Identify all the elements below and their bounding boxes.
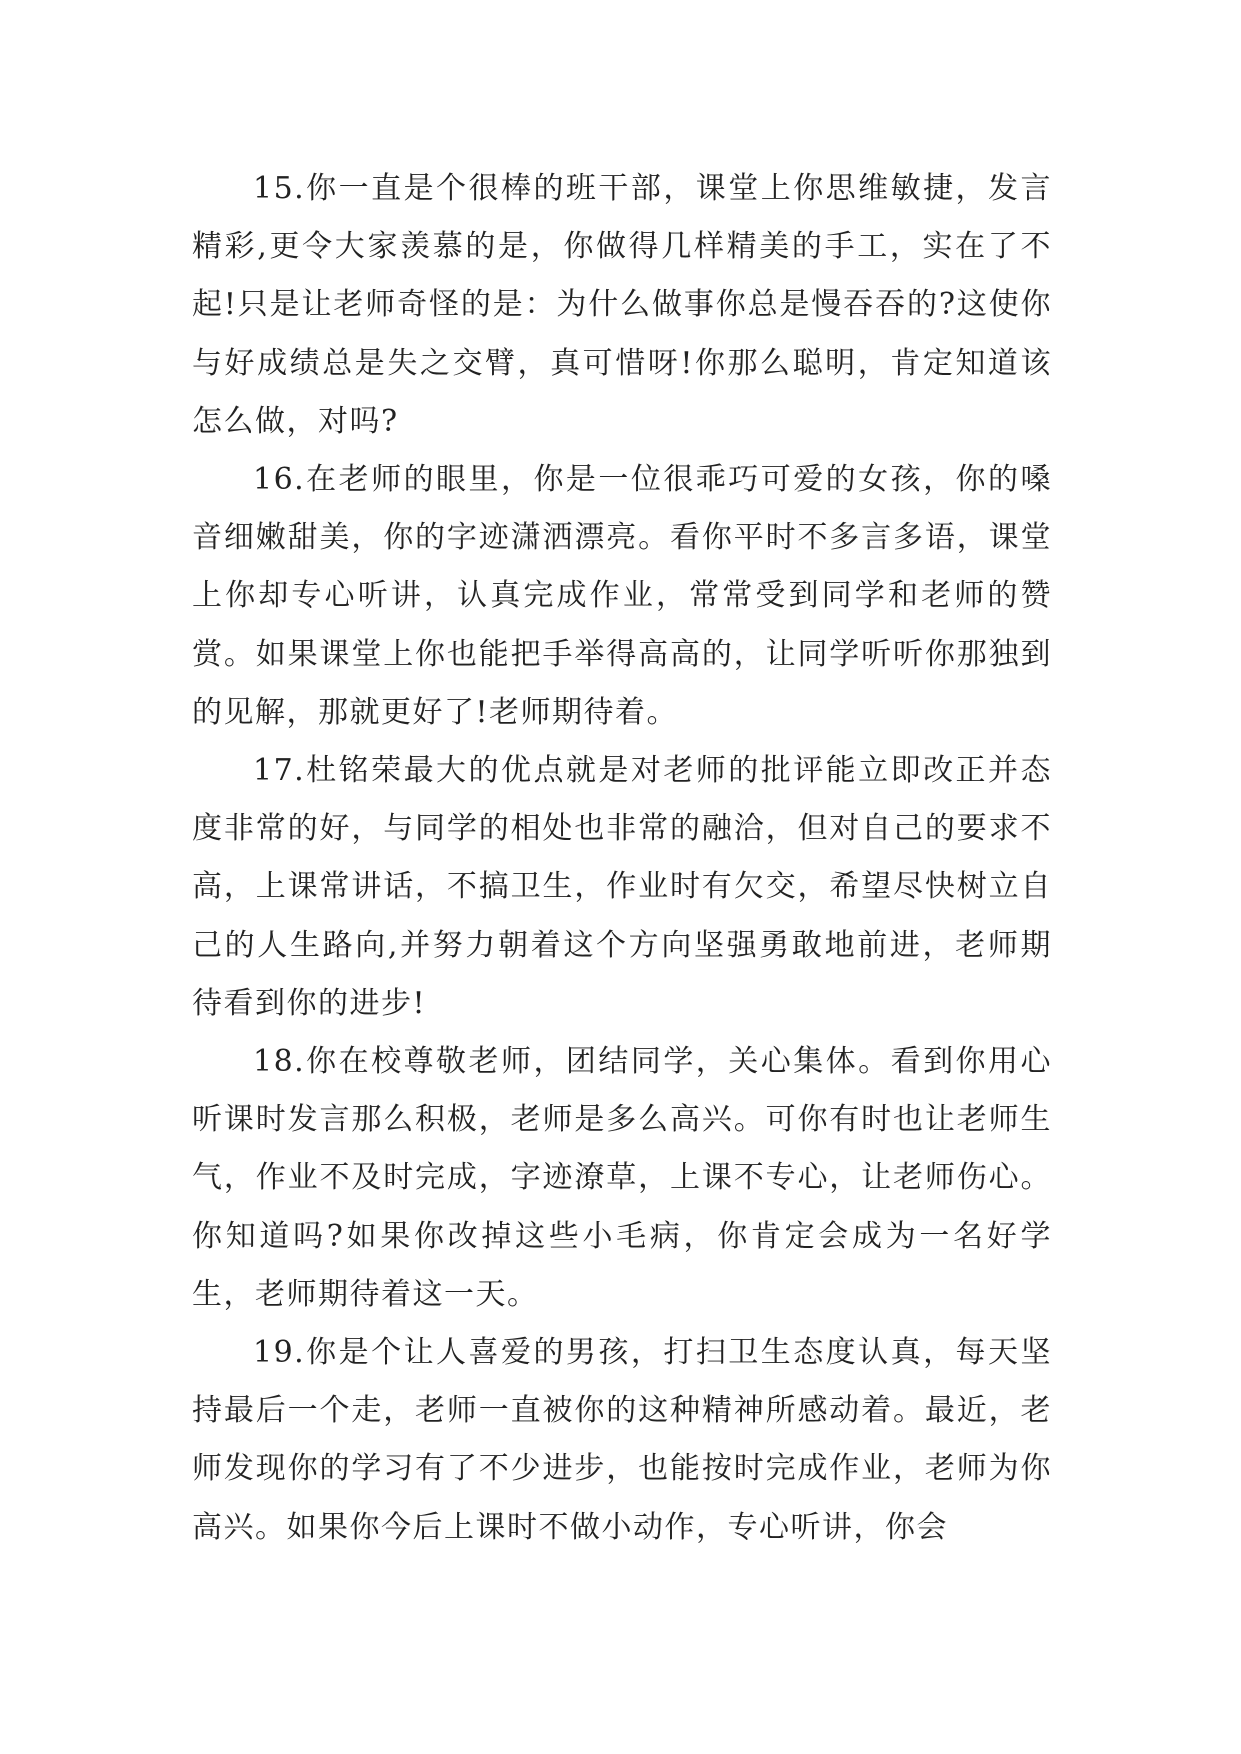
paragraph-15: 15.你一直是个很棒的班干部，课堂上你思维敏捷，发言精彩,更令大家羡慕的是，你做得几样精美的手工，实在了不起!只是让老师奇怪的是：为什么做事你总是慢吞吞的?这使你与好成绩总是失之交臂，真可惜呀!你那么聪明，肯定知道该怎么做，对吗?	[192, 171, 1052, 439]
paragraph-18: 18.你在校尊敬老师，团结同学，关心集体。看到你用心听课时发言那么积极，老师是多么高兴。可你有时也让老师生气，作业不及时完成，字迹潦草，上课不专心，让老师伤心。你知道吗?如果你改掉这些小毛病，你肯定会成为一名好学生，老师期待着这一天。	[192, 1044, 1052, 1312]
paragraph-17: 17.杜铭荣最大的优点就是对老师的批评能立即改正并态度非常的好，与同学的相处也非常的融洽，但对自己的要求不高，上课常讲话，不搞卫生，作业时有欠交，希望尽快树立自己的人生路向,并努力朝着这个方向坚强勇敢地前进，老师期待看到你的进步!	[192, 753, 1052, 1021]
document-body	[192, 160, 1052, 1557]
paragraph-16: 16.在老师的眼里，你是一位很乖巧可爱的女孩，你的嗓音细嫩甜美，你的字迹潇洒漂亮。看你平时不多言多语，课堂上你却专心听讲，认真完成作业，常常受到同学和老师的赞赏。如果课堂上你也能把手举得高高的，让同学听听你那独到的见解，那就更好了!老师期待着。	[192, 462, 1052, 730]
paragraph-19: 19.你是个让人喜爱的男孩，打扫卫生态度认真，每天坚持最后一个走，老师一直被你的这种精神所感动着。最近，老师发现你的学习有了不少进步，也能按时完成作业，老师为你高兴。如果你今后上课时不做小动作，专心听讲，你会	[192, 1335, 1052, 1545]
